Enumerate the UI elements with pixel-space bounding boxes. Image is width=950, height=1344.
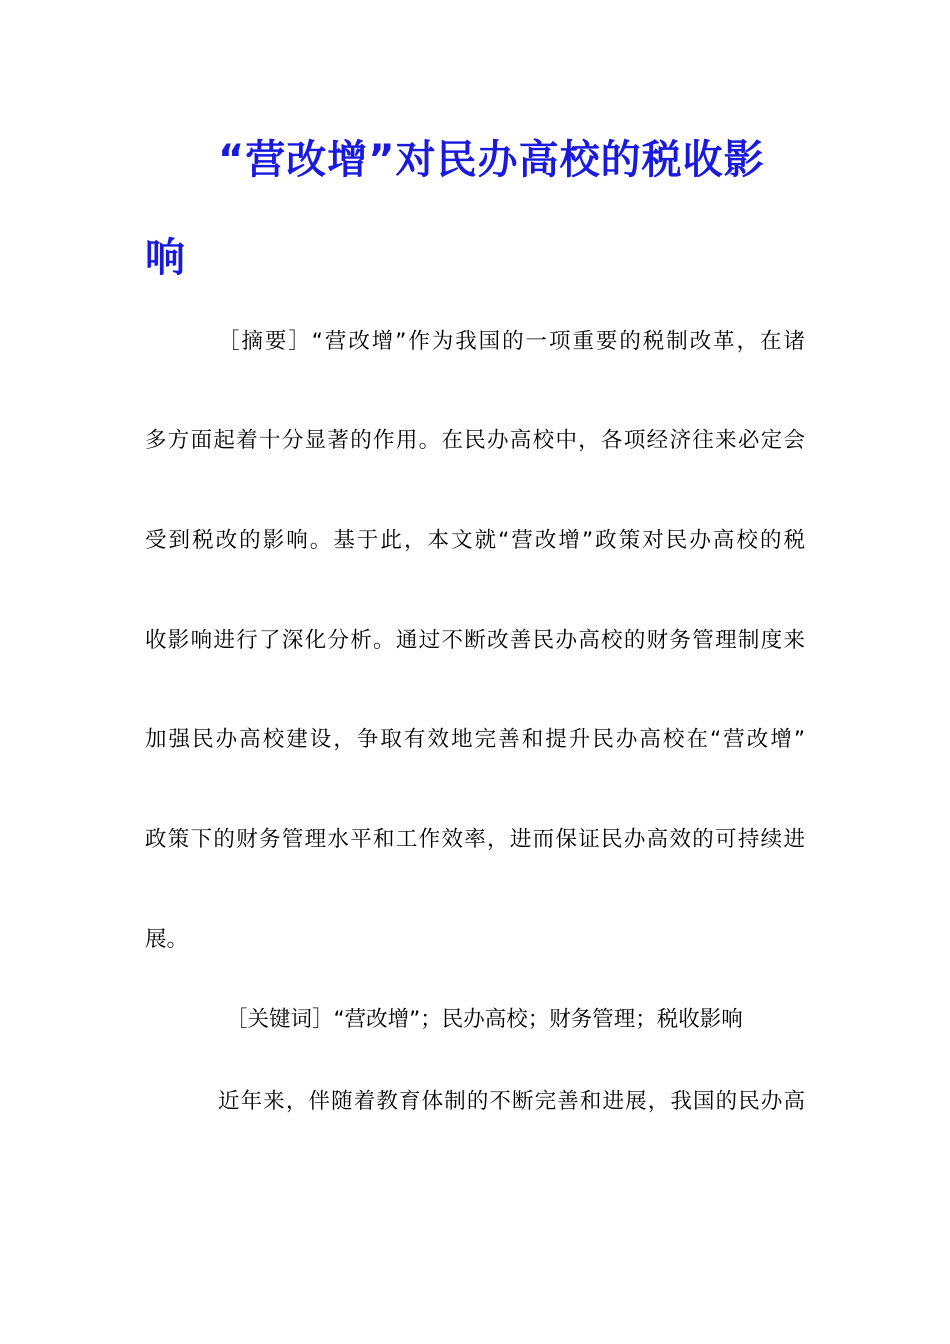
abstract-line: 政策下的财务管理水平和工作效率，进而保证民办高效的可持续进 [145, 827, 805, 852]
abstract-line: 展。 [145, 927, 189, 952]
intro-paragraph-line: 近年来，伴随着教育体制的不断完善和进展，我国的民办高 [218, 1089, 805, 1114]
abstract-line: 多方面起着十分显著的作用。在民办高校中，各项经济往来必定会 [145, 428, 805, 453]
keywords-line: ［关键词］“营改增”；民办高校；财务管理；税收影响 [226, 1007, 743, 1032]
abstract-line: 收影响进行了深化分析。通过不断改善民办高校的财务管理制度来 [145, 628, 805, 653]
abstract-line: 加强民办高校建设，争取有效地完善和提升民办高校在“营改增” [145, 727, 805, 752]
document-title-line-1: “营改增”对民办高校的税收影 [218, 137, 765, 183]
document-title-line-2: 响 [145, 235, 186, 281]
abstract-line: ［摘要］“营改增”作为我国的一项重要的税制改革，在诸 [218, 329, 805, 354]
abstract-line: 受到税改的影响。基于此，本文就“营改增”政策对民办高校的税 [145, 528, 805, 553]
